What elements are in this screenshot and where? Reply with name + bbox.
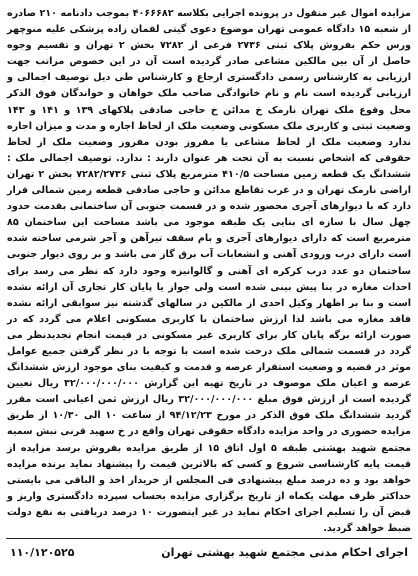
notice-code: ۱۱۰/۱۲۰۵۲۵	[10, 545, 75, 559]
issuer-name: اجرای احکام مدنی مجتمع شهید بهشتی تهران	[161, 545, 408, 559]
auction-notice	[4, 4, 414, 572]
notice-footer	[6, 538, 412, 565]
notice-body-text: مزایده اموال غیر منقول در پرونده اجرایی بکلاسه ۴۰۶۶۶۸۲ بموجب دادنامه ۲۱۰ صادره از شعبه ۱۵ دادگاه عمومی تهران موضوع دعوی گیتی لقمان زاده پزشکی علیه منوچهر ورس حکم بفروش پلاک ثبتی ۲۷۳۶ فرعی از ۷۲۸۲ بخش ۲ تهران و تقسیم وجوه حاصل از آن بین مالکین مشاعی صادر گردیده است آن در این خصوص مراتب جهت ارزیابی به کارشناس رسمی دادگستری ارجاع و کارشناس طی دیل توصیف اجمالی و ارزیابی گردیده است نام و نام خانوادگی صاحب ملک خواهان و خواندگان فوق الذکر محل وقوع ملک تهران نارمک خ مدائن خ حاجی صادقی پلاکهای ۱۳۹ و ۱۴۱ و ۱۴۳ وضعیت ثبتی و کاربری ملک مسکونی وضعیت ملک از لحاظ اجاره و مدت و میزان اجاره ندارد وضعیت ملک از لحاظ مشاعی یا مفروز بودن مفروز وضعیت ملک از لحاظ حقوقی که اشخاص نسبت به آن تحت هر عنوان دارند : ندارد. توصیف اجمالی ملک : ششدانگ یک قطعه زمین مساحت ۴۱۰/۵ مترمربع پلاک ثبتی ۷۲۸۲/۲۷۳۶ بخش ۲ تهران اراضی نارمک تهران و در غرب تقاطع مدائن و حاجی صادقی قطعه زمین شمالی قرار دارد که با دیوارهای آجری محصور شده و در قسمت جنوبی آن ساختمانی بقدمت حدود چهل سال با سازه ای بنایی یک طبقه موجود می باشد مساحت این ساختمان ۸۵ مترمربع است که دارای دیوارهای آجری و بام سقف تیرآهن و آجر شرمی ساخته شده است دارای درب ورودی آهنی و انشعابات آب برق گاز می باشد و بر روی دیوار جنوبی ساختمان دو عدد درب کرکره ای آهنی و گالوانیزه وجود دارد که نظر می رسد برای احداث مغازه در بنا پیش بینی شده است ولی جواز یا پایان کار تجاری آن ارائه نشده است و بنا بر اظهار وکیل احدی از مالکین در سالهای گذشته نیز سوابقی ارائه نشده فاقد مغازه می باشد لذا ارزش ساختمان با کاربری مسکونی اعلام می گردد که در صورت ارائه برگه پایان کار برای کاربری غیر مسکونی در قیمت انجام تجدیدنظر می گردد در قسمت شمالی ملک درخت شده است با توجه با در نظر گرفتن جمیع عوامل موثر در قضیه و وضعیت استقرار عرصه و قدمت و کیفیت بنای موجود ارزش ششدانگ عرصه و اعیان ملک موصوف در تاریخ تهیه این گزارش ۳۲/۰۰۰/۰۰۰/۰۰۰ ریال تعیین گردیده است از ارزش فوق مبلغ ۳۲/۰۰۰/۰۰۰/۰۰۰ ریال ارزش ثمن اعیانی است مقرر گردید ششدانگ ملک فوق الذکر در مورخ ۹۴/۱۲/۲۳ از ساعت ۱۰ الی ۱۰/۳۰ از طریق مزایده حضوری در واحد مزایده دادگاه حقوقی تهران واقع در خ سهید قرنی نبش سمیه مجتمع شهید بهشتی طبقه ۵ اول اتاق ۱۵ از طریق مزایده بفروش برسد مزایده از قیمت پایه کارشناسی شروع و کسی که بالاترین قیمت را پیشنهاد نماید برنده مزایده خواهد بود و ده درصد مبلغ پیشنهادی فی المجلس از خریدار اخذ و الباقی می بایستی حداکثر ظرف مهلت یکماه از تاریخ برگزاری مزایده بحساب سپرده دادگستری واریز و قبض آن را تسلیم اجرای احکام نماید در غیر اینصورت ۱۰ درصد دریافتی به نفع دولت ضبط خواهد گردید.	[7, 8, 412, 534]
